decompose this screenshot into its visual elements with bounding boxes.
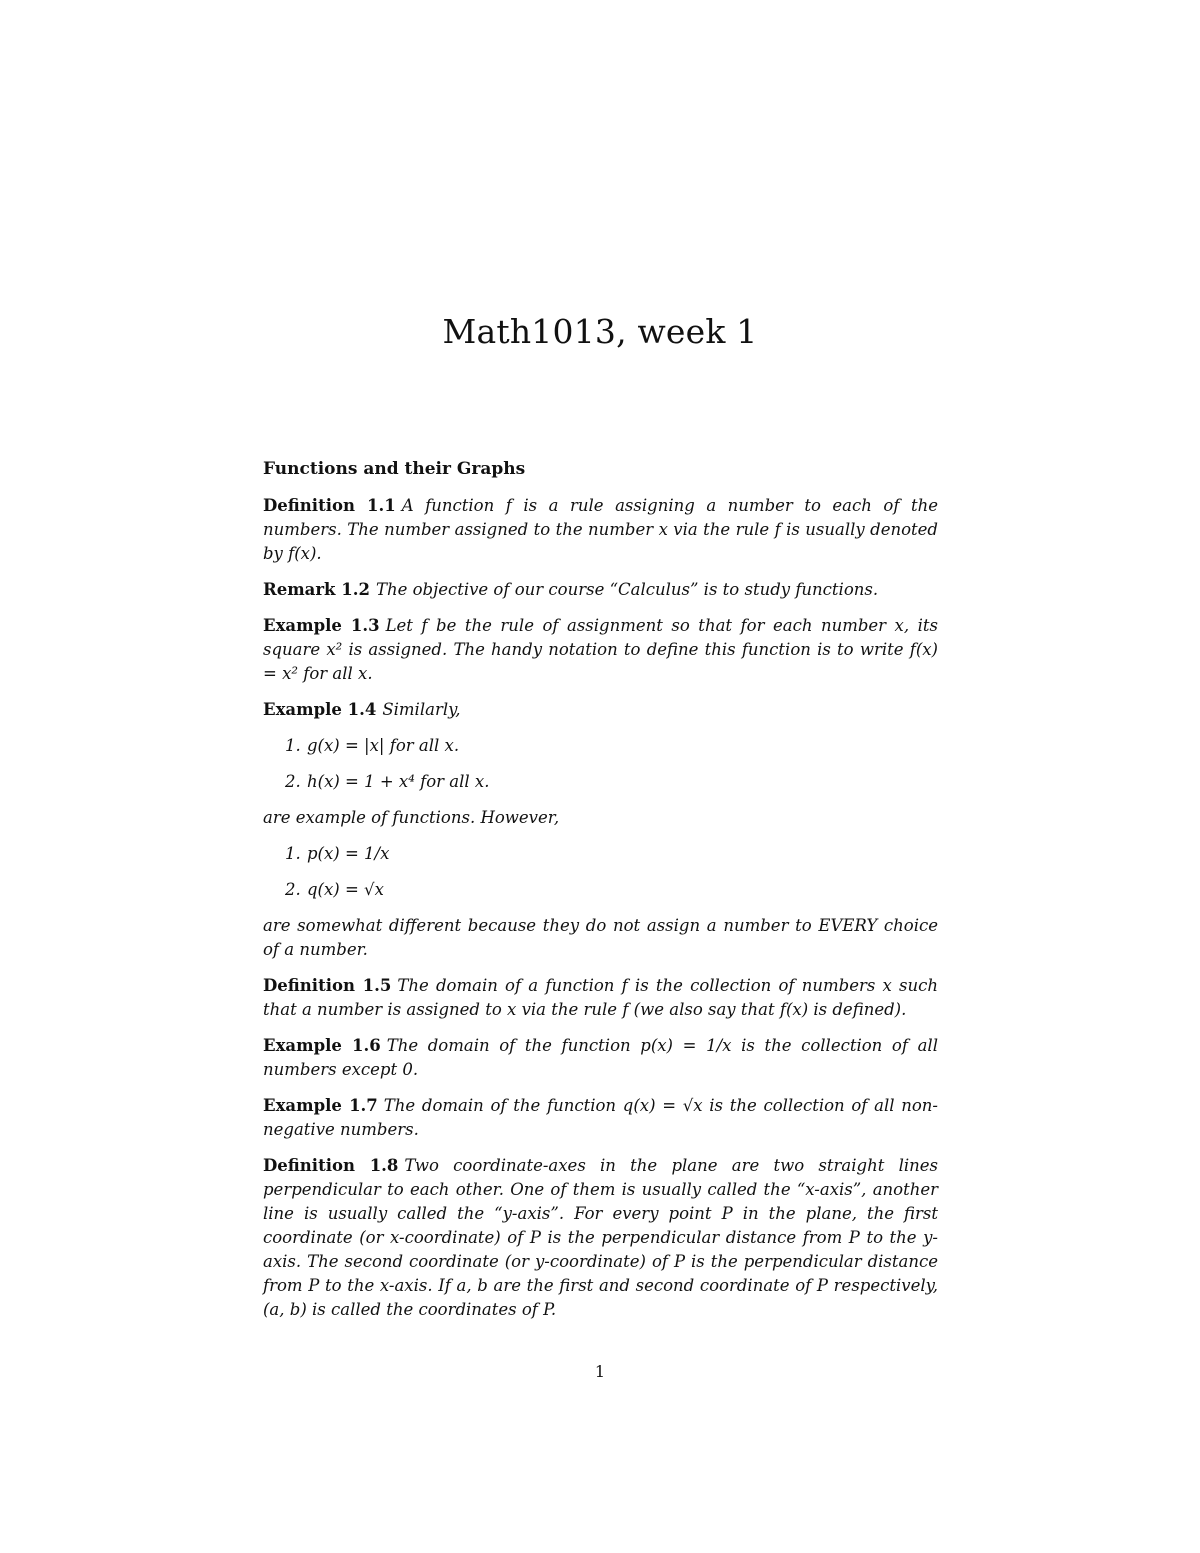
block-label: Remark 1.2 bbox=[263, 580, 370, 599]
block-label: Example 1.6 bbox=[263, 1036, 381, 1055]
function-list bbox=[263, 734, 938, 794]
page-number: 1 bbox=[594, 1362, 606, 1381]
list-item bbox=[263, 842, 938, 866]
document-body bbox=[263, 456, 938, 1334]
example-1-7 bbox=[263, 1094, 938, 1142]
block-label: Definition 1.5 bbox=[263, 976, 392, 995]
block-text: The domain of a function f is the collection of numbers x such that a number is assigned to x via the rule f (we also say that f(x) is defined). bbox=[263, 976, 938, 1019]
list-number: 2. bbox=[285, 772, 301, 791]
list-item bbox=[263, 770, 938, 794]
list-number: 1. bbox=[285, 736, 301, 755]
block-text: A function f is a rule assigning a number to each of the numbers. The number assigned to the number x via the rule f is usually denoted by f(x). bbox=[263, 496, 938, 563]
page-title: Math1013, week 1 bbox=[442, 312, 758, 351]
list-item bbox=[263, 734, 938, 758]
list-number: 2. bbox=[285, 880, 301, 899]
example-1-6 bbox=[263, 1034, 938, 1082]
between-text: are example of functions. However, bbox=[263, 808, 560, 827]
block-text: Similarly, bbox=[382, 700, 461, 719]
remark-1-2 bbox=[263, 578, 938, 602]
block-text: The domain of the function p(x) = 1/x is the collection of all numbers except 0. bbox=[263, 1036, 938, 1079]
definition-1-5 bbox=[263, 974, 938, 1022]
block-text: Let f be the rule of assignment so that for each number x, its square x² is assigned. The handy notation to define this function is to write f(x) = x² for all x. bbox=[263, 616, 938, 683]
block-label: Example 1.7 bbox=[263, 1096, 378, 1115]
example-1-3 bbox=[263, 614, 938, 686]
definition-1-1 bbox=[263, 494, 938, 566]
block-label: Definition 1.1 bbox=[263, 496, 396, 515]
list-number: 1. bbox=[285, 844, 301, 863]
block-label: Definition 1.8 bbox=[263, 1156, 399, 1175]
list-text: h(x) = 1 + x⁴ for all x. bbox=[307, 772, 490, 791]
block-label: Example 1.3 bbox=[263, 616, 380, 635]
block-text: The domain of the function q(x) = √x is the collection of all non-negative numbers. bbox=[263, 1096, 938, 1139]
block-label: Example 1.4 bbox=[263, 700, 377, 719]
after-text: are somewhat different because they do not assign a number to EVERY choice of a number. bbox=[263, 916, 938, 959]
list-item bbox=[263, 878, 938, 902]
block-text: Two coordinate-axes in the plane are two straight lines perpendicular to each other. One of them is usually called the “x-axis”, another line is usually called the “y-axis”. For every point P in the plane, the first coordinate (or x-coordinate) of P is the perpendicular distance from P to the y-axis. The second coordinate (or y-coordinate) of P is the perpendicular distance from P to the x-axis. If a, b are the first and second coordinate of P respectively, (a, b) is called the coordinates of P. bbox=[263, 1156, 938, 1319]
list-text: p(x) = 1/x bbox=[307, 844, 390, 863]
nonfunction-list bbox=[263, 842, 938, 902]
block-text: The objective of our course “Calculus” is to study functions. bbox=[375, 580, 879, 599]
list-text: g(x) = |x| for all x. bbox=[307, 736, 460, 755]
section-heading: Functions and their Graphs bbox=[263, 459, 526, 479]
list-text: q(x) = √x bbox=[307, 880, 384, 899]
definition-1-8 bbox=[263, 1154, 938, 1322]
example-1-4 bbox=[263, 698, 938, 722]
